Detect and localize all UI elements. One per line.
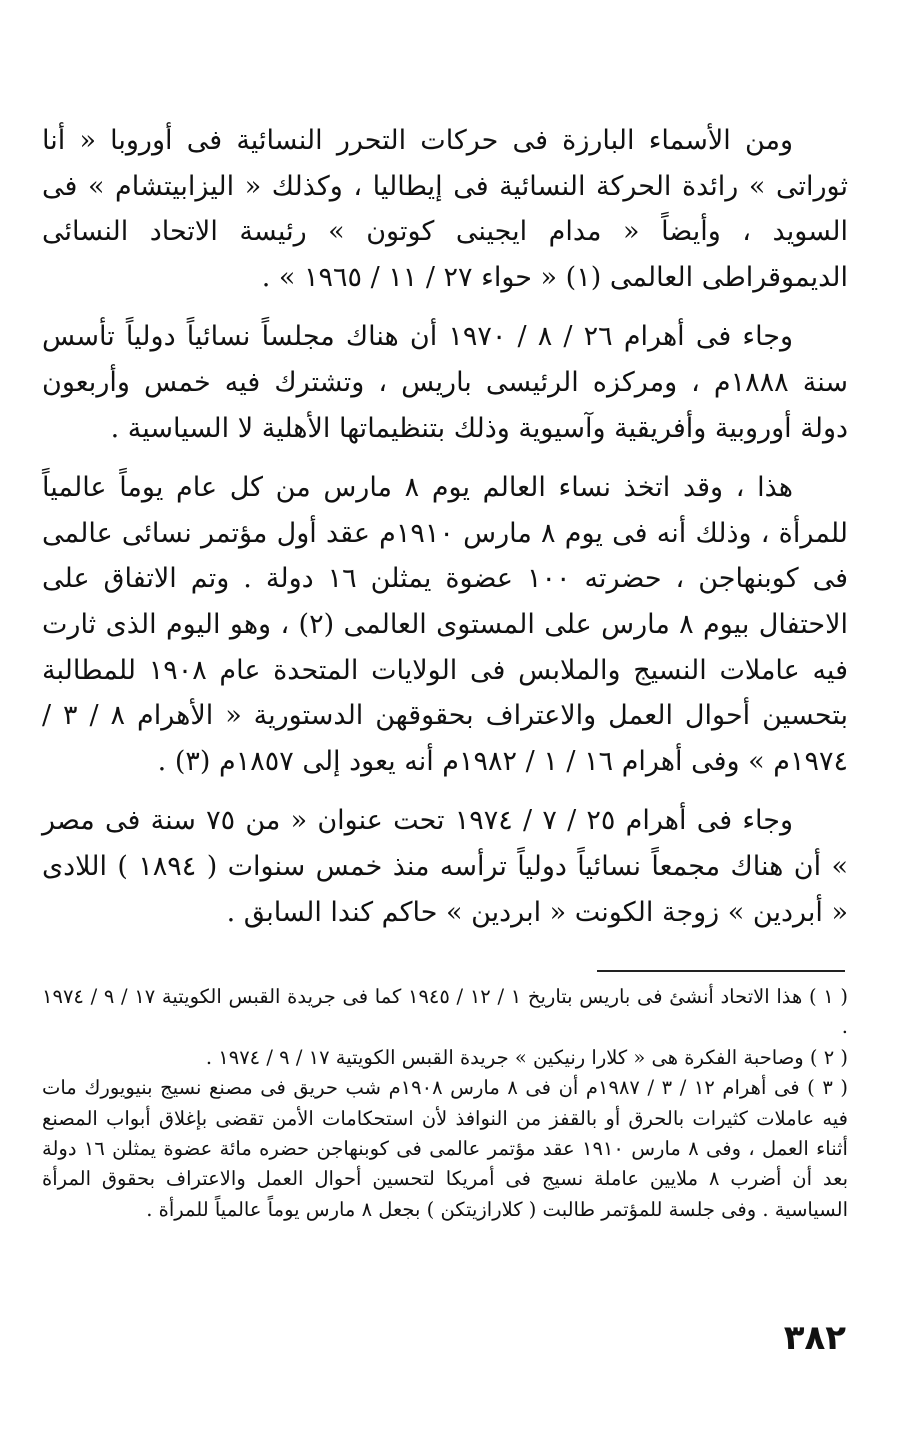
page-number: ٣٨٢ — [783, 1318, 846, 1358]
paragraph-2: وجاء فى أهرام ٢٦ / ٨ / ١٩٧٠ أن هناك مجلساً نسائياً دولياً تأسس سنة ١٨٨٨م ، ومركزه الرئيسى باريس ، وتشترك فيه خمس وأربعون دولة أوروبية وأفريقية وآسيوية وذلك بتنظيماتها الأهلية لا السياسية . — [42, 321, 848, 444]
footnote-divider — [597, 970, 845, 972]
paragraph-1: ومن الأسماء البارزة فى حركات التحرر النسائية فى أوروبا « أنا ثوراتى » رائدة الحركة النسائية فى إيطاليا ، وكذلك « اليزابيتشام » فى السويد ، وأيضاً « مدام ايجينى كوتون » رئيسة الاتحاد النسائى الديموقراطى العالمى (١) « حواء ٢٧ / ١١ / ١٩٦٥ » . — [42, 125, 848, 293]
paragraph-4: وجاء فى أهرام ٢٥ / ٧ / ١٩٧٤ تحت عنوان « من ٧٥ سنة فى مصر » أن هناك مجمعاً نسائياً دولياً ترأسه منذ خمس سنوات ( ١٨٩٤ ) اللادى « أبردين » زوجة الكونت « ابردين » حاكم كندا السابق . — [42, 805, 848, 928]
paragraph-3: هذا ، وقد اتخذ نساء العالم يوم ٨ مارس من كل عام يوماً عالمياً للمرأة ، وذلك أنه فى يوم ٨ مارس ١٩١٠م عقد أول مؤتمر نسائى عالمى فى كوبنهاجن ، حضرته ١٠٠ عضوة يمثلن ١٦ دولة . وتم الاتفاق على الاحتفال بيوم ٨ مارس على المستوى العالمى (٢) ، وهو اليوم الذى ثارت فيه عاملات النسيج والملابس فى الولايات المتحدة عام ١٩٠٨ للمطالبة بتحسين أحوال العمل والاعتراف بحقوقهن الدستورية « الأهرام ٨ / ٣ / ١٩٧٤م » وفى أهرام ١٦ / ١ / ١٩٨٢م أنه يعود إلى ١٨٥٧م (٣) . — [42, 472, 849, 777]
footnotes — [42, 982, 848, 1225]
main-text — [42, 118, 848, 949]
footnote-3: ( ٣ ) فى أهرام ١٢ / ٣ / ١٩٨٧م أن فى ٨ مارس ١٩٠٨م شب حريق فى مصنع نسيج بنيويورك مات فيه عاملات كثيرات بالحرق أو بالقفز من النوافذ لأن استحكامات الأمن تقضى بإغلاق أبواب المصنع أثناء العمل ، وفى ٨ مارس ١٩١٠ عقد مؤتمر عالمى فى كوبنهاجن حضره مائة عضوة يمثلن ١٦ دولة بعد أن أضرب ٨ ملايين عاملة نسيج فى أمريكا لتحسين أحوال العمل والاعتراف بحقوق المرأة السياسية . وفى جلسة للمؤتمر طالبت ( كلارازيتكن ) بجعل ٨ مارس يوماً عالمياً للمرأة . — [42, 1076, 849, 1221]
footnote-1: ( ١ ) هذا الاتحاد أنشئ فى باريس بتاريخ ١ / ١٢ / ١٩٤٥ كما فى جريدة القبس الكويتية ١٧ / ٩ / ١٩٧٤ . — [42, 985, 849, 1039]
footnote-2: ( ٢ ) وصاحبة الفكرة هى « كلارا رنيكين » جريدة القبس الكويتية ١٧ / ٩ / ١٩٧٤ . — [205, 1045, 848, 1069]
